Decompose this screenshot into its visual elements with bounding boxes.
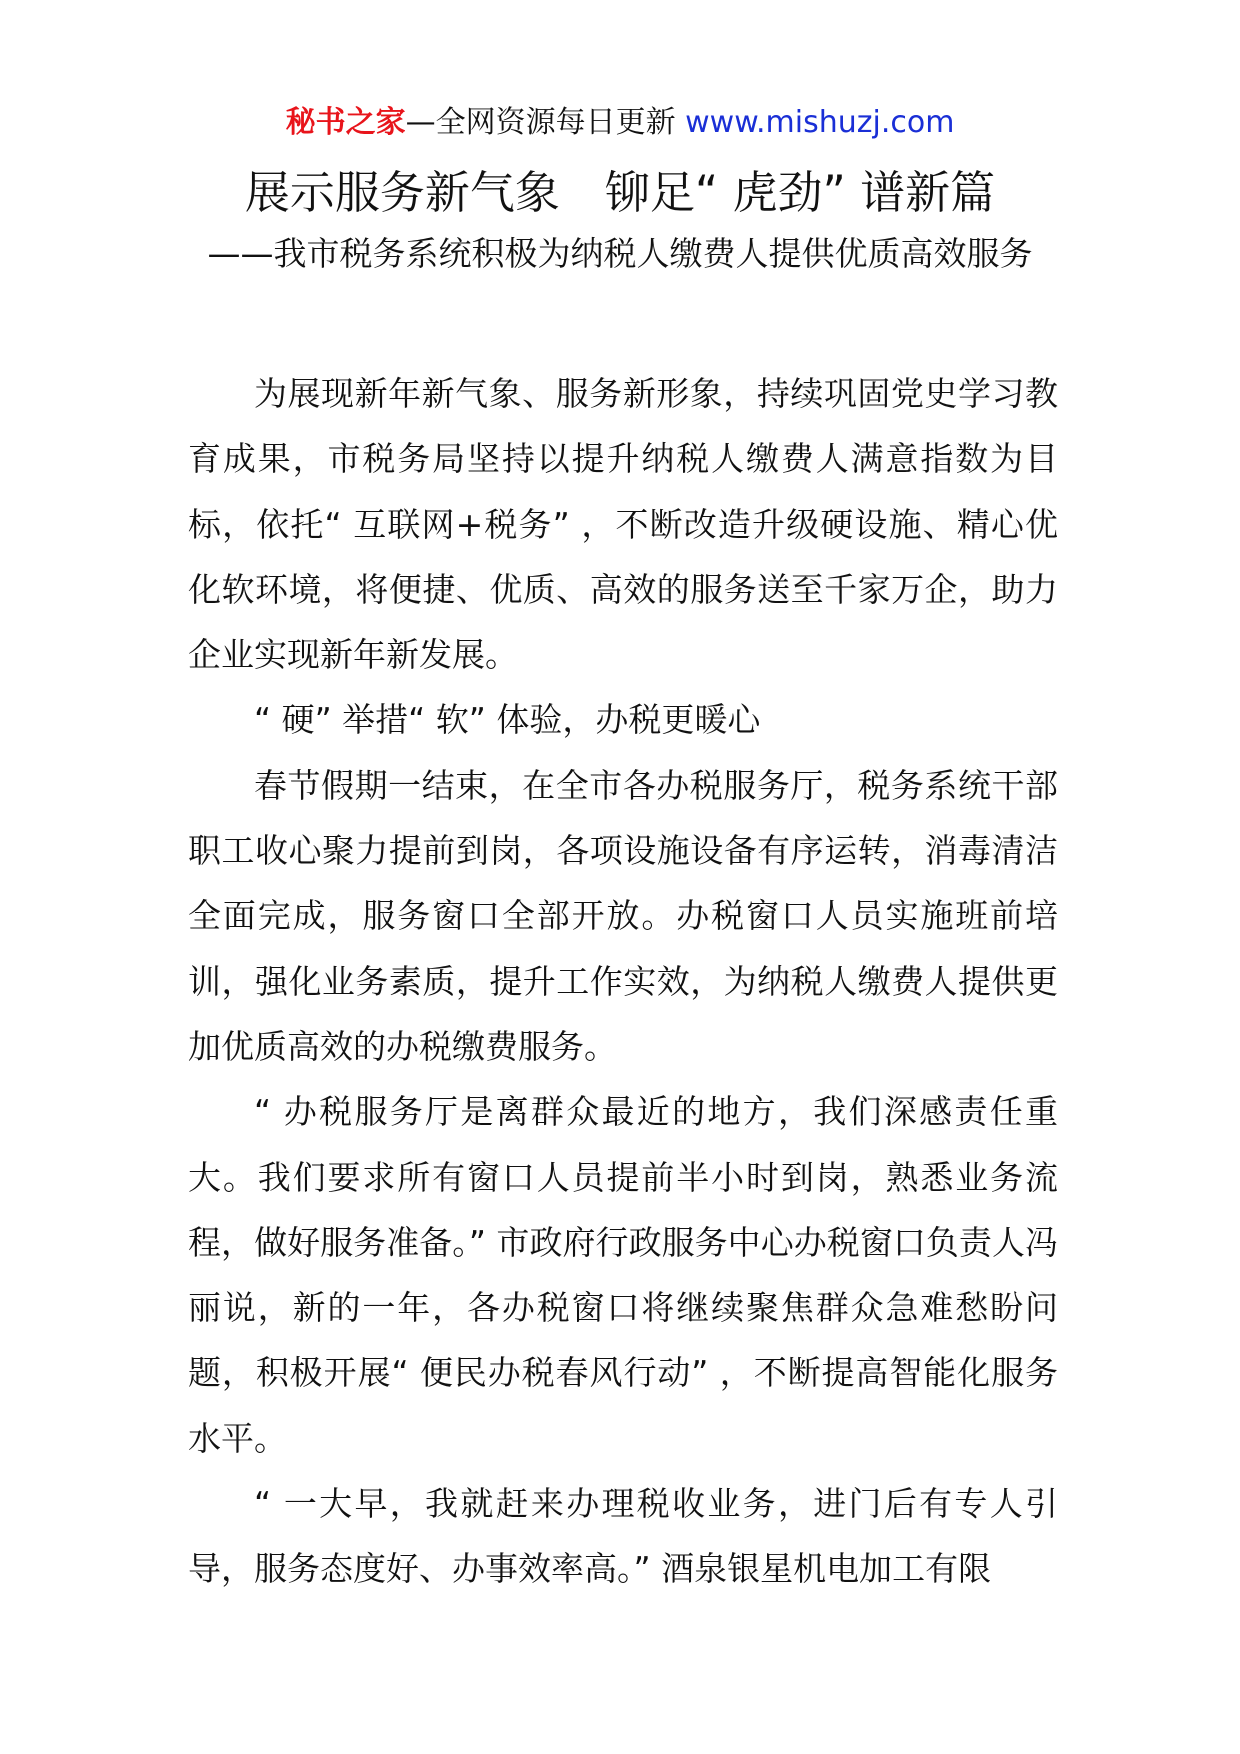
site-header xyxy=(0,103,1240,143)
site-url-link[interactable]: www.mishuzj.com xyxy=(685,105,955,140)
article-subtitle: ——我市税务系统积极为纳税人缴费人提供优质高效服务 xyxy=(207,234,1033,273)
article-title: 展示服务新气象 铆足“ 虎劲” 谱新篇 xyxy=(244,166,996,219)
paragraph: 为展现新年新气象、服务新形象，持续巩固党史学习教育成果，市税务局坚持以提升纳税人缴费人满意指数为目标，依托“ 互联网+税务” ，不断改造升级硬设施、精心优化软环境，将便捷、优质、高效的服务送至千家万企，助力企业实现新年新发展。 xyxy=(188,374,1058,675)
article-body xyxy=(188,361,1058,1602)
paragraph: “ 一大早，我就赶来办理税收业务，进门后有专人引导，服务态度好、办事效率高。” 酒泉银星机电加工有限 xyxy=(188,1484,1058,1589)
brand-name: 秘书之家 xyxy=(285,105,406,140)
header-tagline: —全网资源每日更新 xyxy=(405,105,686,140)
paragraph: 春节假期一结束，在全市各办税服务厅，税务系统干部职工收心聚力提前到岗，各项设施设备有序运转，消毒清洁全面完成，服务窗口全部开放。办税窗口人员实施班前培训，强化业务素质，提升工作实效，为纳税人缴费人提供更加优质高效的办税缴费服务。 xyxy=(188,765,1058,1066)
section-heading: “ 硬” 举措“ 软” 体验，办税更暖心 xyxy=(254,700,761,740)
paragraph: “ 办税服务厅是离群众最近的地方，我们深感责任重大。我们要求所有窗口人员提前半小时到岗，熟悉业务流程，做好服务准备。” 市政府行政服务中心办税窗口负责人冯丽说，新的一年，各办税窗口将继续聚焦群众急难愁盼问题，积极开展“ 便民办税春风行动” ，不断提高智能化服务水平。 xyxy=(188,1092,1058,1458)
